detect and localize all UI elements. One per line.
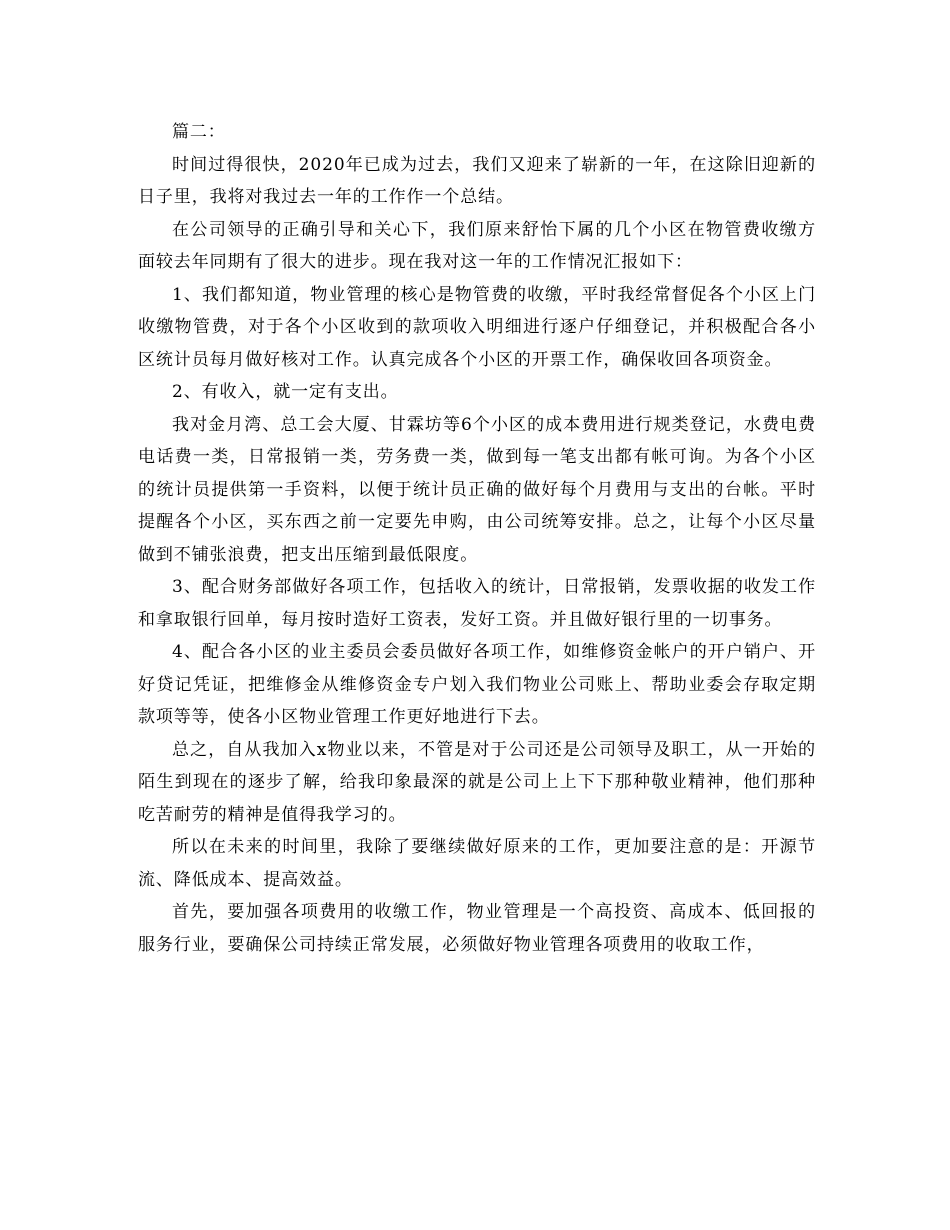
paragraph-item-4: 4、配合各小区的业主委员会委员做好各项工作，如维修资金帐户的开户销户、开好贷记凭证，把维修金从维修资金专户划入我们物业公司账上、帮助业委会存取定期款项等等，使各小区物业管理工作更好地进行下去。 bbox=[138, 642, 816, 727]
paragraph-overview: 在公司领导的正确引导和关心下，我们原来舒怡下属的几个小区在物管费收缴方面较去年同期有了很大的进步。现在我对这一年的工作情况汇报如下： bbox=[138, 219, 816, 272]
paragraph-item-3: 3、配合财务部做好各项工作，包括收入的统计，日常报销，发票收据的收发工作和拿取银行回单，每月按时造好工资表，发好工资。并且做好银行里的一切事务。 bbox=[138, 577, 816, 630]
paragraph-future: 所以在未来的时间里，我除了要继续做好原来的工作，更加要注意的是：开源节流、降低成本、提高效益。 bbox=[138, 837, 816, 890]
paragraph-item-1: 1、我们都知道，物业管理的核心是物管费的收缴，平时我经常督促各个小区上门收缴物管费，对于各个小区收到的款项收入明细进行逐户仔细登记，并积极配合各小区统计员每月做好核对工作。认真完成各个小区的开票工作，确保收回各项资金。 bbox=[138, 284, 816, 370]
paragraph-item-2-detail: 我对金月湾、总工会大厦、甘霖坊等6个小区的成本费用进行规类登记，水费电费电话费一类，日常报销一类，劳务费一类，做到每一笔支出都有帐可询。为各个小区的统计员提供第一手资料，以便于统计员正确的做好每个月费用与支出的台帐。平时提醒各个小区，买东西之前一定要先申购，由公司统筹安排。总之，让每个小区尽量做到不铺张浪费，把支出压缩到最低限度。 bbox=[138, 414, 816, 565]
paragraph-first-point: 首先，要加强各项费用的收缴工作，物业管理是一个高投资、高成本、低回报的服务行业，要确保公司持续正常发展，必须做好物业管理各项费用的收取工作， bbox=[138, 902, 816, 955]
paragraph-intro: 时间过得很快，2020年已成为过去，我们又迎来了崭新的一年，在这除旧迎新的日子里，我将对我过去一年的工作作一个总结。 bbox=[138, 154, 816, 207]
section-heading: 篇二： bbox=[172, 122, 226, 142]
paragraph-item-2: 2、有收入，就一定有支出。 bbox=[172, 382, 399, 402]
paragraph-summary: 总之，自从我加入x物业以来，不管是对于公司还是公司领导及职工，从一开始的陌生到现在的逐步了解，给我印象最深的就是公司上上下下那种敬业精神，他们那种吃苦耐劳的精神是值得我学习的。 bbox=[138, 739, 816, 825]
document-body bbox=[138, 116, 816, 961]
